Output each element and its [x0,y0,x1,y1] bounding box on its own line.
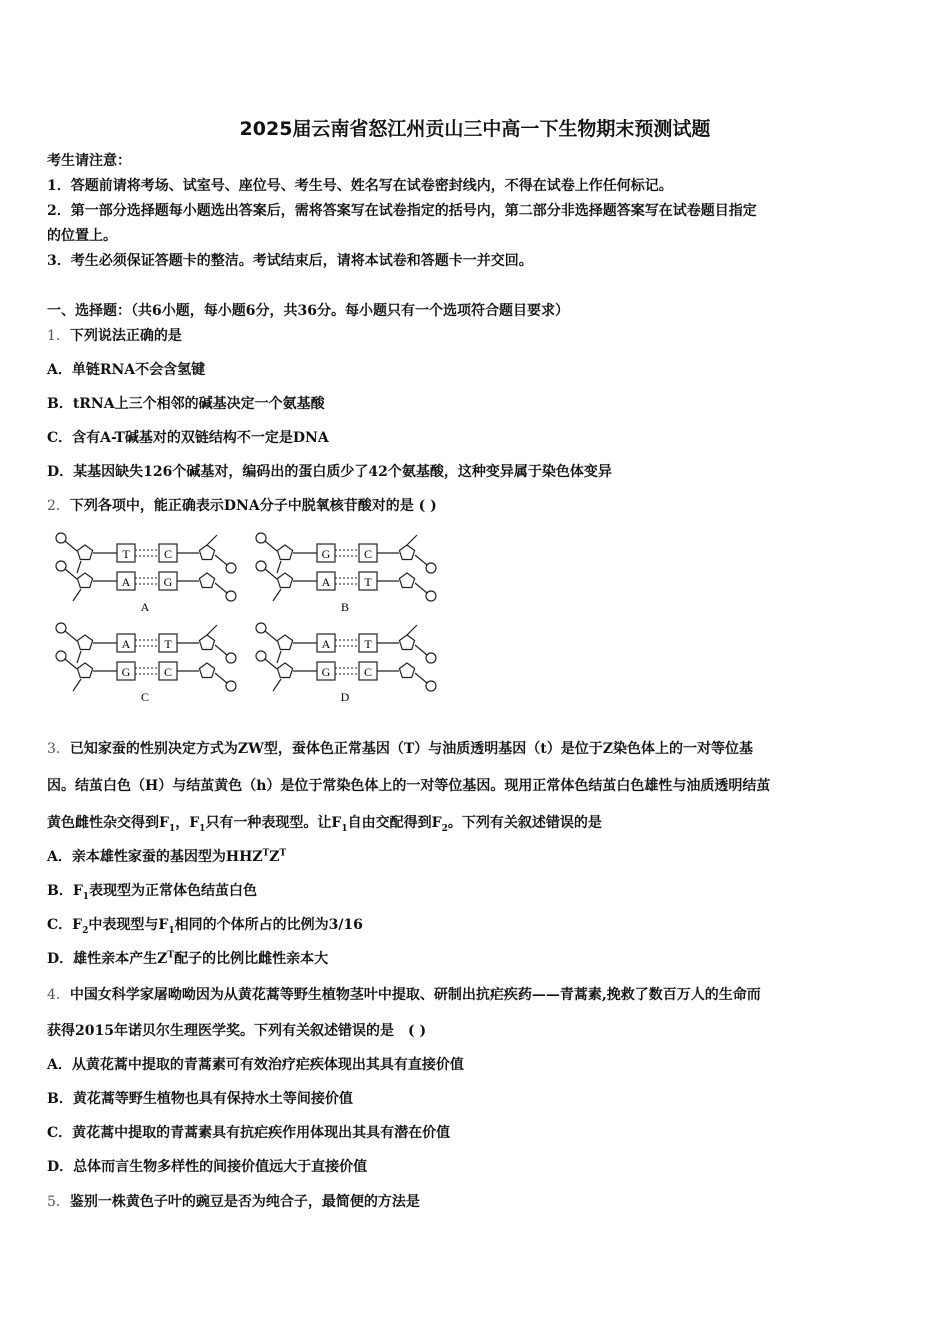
base-label: A [121,637,131,651]
base-label: A [321,637,331,651]
phosphate [226,591,236,601]
phosphate-bond [65,541,77,551]
phosphate-bond [415,583,427,593]
phosphate [256,561,266,571]
panel-label: A [140,600,150,614]
question-number: 5． [47,1194,70,1210]
deoxyribose [77,573,92,588]
dna-pair-diagram [47,525,439,705]
question-number: 4． [47,987,70,1003]
deoxyribose [277,573,292,588]
deoxyribose [399,663,414,678]
deoxyribose [77,545,92,560]
backbone-bond [77,561,81,573]
deoxyribose [399,635,414,650]
phosphate [426,681,436,691]
question-3-line-2: 因。结茧白色（H）与结茧黄色（h）是位于常染色体上的一对等位基因。现用正常体色结茧白色雄性与油质透明结茧 [47,778,771,794]
phosphate-bond [265,569,277,579]
phosphate-bond [415,645,427,655]
deoxyribose [199,635,214,650]
backbone-bond [207,535,217,545]
question-number: 2． [47,498,70,514]
phosphate-bond [265,659,277,669]
phosphate [256,533,266,543]
deoxyribose [399,545,414,560]
phosphate-bond [65,569,77,579]
base-label: A [321,575,331,589]
base-label: G [321,547,331,561]
q3-option-b[interactable]: B．$F_1$表现型为正常体色结茧白色 [47,883,258,902]
deoxyribose [77,663,92,678]
q1-option-b[interactable]: B．tRNA上三个相邻的碱基决定一个氨基酸 [47,396,325,412]
question-3-line-3: 黄色雌性杂交得到$F_1$，$F_1$只有一种表现型。让$F_1$自由交配得到$F_2$。下列有关叙述错误的是 [47,815,602,834]
phosphate-bond [215,555,227,565]
deoxyribose [199,663,214,678]
notice-item-1: 1．答题前请将考场、试室号、座位号、考生号、姓名写在试卷密封线内，不得在试卷上作任何标记。 [47,178,673,194]
phosphate [426,653,436,663]
exam-title: 2025届云南省怒江州贡山三中高一下生物期末预测试题 [239,118,711,140]
phosphate [226,653,236,663]
phosphate [56,561,66,571]
phosphate-bond [65,631,77,641]
phosphate [226,681,236,691]
phosphate-bond [65,659,77,669]
base-label: G [163,575,173,589]
base-label: C [363,665,373,679]
dna-panel-a [56,533,236,614]
base-label: T [122,547,130,561]
notice-item-2: 2．第一部分选择题每小题选出答案后，需将答案写在试卷指定的括号内，第二部分非选择题答案写在试卷题目指定 [47,203,757,219]
base-label: C [363,547,373,561]
phosphate [256,651,266,661]
deoxyribose [277,663,292,678]
base-label: C [163,665,173,679]
phosphate-bond [415,555,427,565]
backbone-bond [277,561,281,573]
phosphate-bond [415,673,427,683]
phosphate [56,651,66,661]
q4-option-c[interactable]: C．黄花蒿中提取的青蒿素具有抗疟疾作用体现出其具有潜在价值 [47,1125,451,1141]
question-2-stem: 2．下列各项中，能正确表示DNA分子中脱氧核苷酸对的是 ( ) [47,498,437,514]
dna-panel-b [256,533,436,614]
backbone-bond [273,589,281,601]
notice-item-2-cont: 的位置上。 [47,228,117,244]
base-label: T [364,575,372,589]
question-1-stem: 1．下列说法正确的是 [47,328,182,344]
q4-option-d[interactable]: D．总体而言生物多样性的间接价值远大于直接价值 [47,1159,368,1175]
deoxyribose [277,635,292,650]
q3-option-a[interactable]: A．亲本雄性家蚕的基因型为$HHZ^TZ^T$ [47,848,287,865]
base-label: C [163,547,173,561]
question-4-line-1: 4．中国女科学家屠呦呦因为从黄花蒿等野生植物茎叶中提取、研制出抗疟疾药——青蒿素,挽救了数百万人的生命而 [47,987,761,1003]
phosphate [56,533,66,543]
backbone-bond [407,535,417,545]
notice-item-3: 3．考生必须保证答题卡的整洁。考试结束后，请将本试卷和答题卡一并交回。 [47,253,533,269]
backbone-bond [73,679,81,691]
q1-option-d[interactable]: D．某基因缺失126个碱基对，编码出的蛋白质少了42个氨基酸，这种变异属于染色体变异 [47,464,612,480]
deoxyribose [277,545,292,560]
question-number: 1． [47,328,70,344]
base-label: T [364,637,372,651]
panel-label: C [140,690,150,704]
backbone-bond [77,651,81,663]
q4-option-b[interactable]: B．黄花蒿等野生植物也具有保持水土等间接价值 [47,1091,353,1107]
dna-panel-c [56,623,236,704]
base-label: A [121,575,131,589]
backbone-bond [73,589,81,601]
deoxyribose [77,635,92,650]
q3-option-c[interactable]: C．$F_2$中表现型与$F_1$相同的个体所占的比例为3/16 [47,917,363,936]
question-5-stem: 5．鉴别一株黄色子叶的豌豆是否为纯合子，最简便的方法是 [47,1194,420,1210]
deoxyribose [399,573,414,588]
phosphate [226,563,236,573]
dna-pair-figure [47,525,439,705]
phosphate-bond [215,583,227,593]
base-label: G [321,665,331,679]
dna-panel-d [256,623,436,704]
q1-option-a[interactable]: A．单链RNA不会含氢键 [47,362,206,378]
q3-option-d[interactable]: D．雄性亲本产生$Z^T$配子的比例比雌性亲本大 [47,950,329,967]
backbone-bond [277,651,281,663]
deoxyribose [199,573,214,588]
phosphate-bond [215,673,227,683]
base-label: G [121,665,131,679]
question-3-line-1: 3．已知家蚕的性别决定方式为ZW型，蚕体色正常基因（T）与油质透明基因（t）是位于Z染色体上的一对等位基 [47,741,753,757]
section-heading: 一、选择题：（共6小题，每小题6分，共36分。每小题只有一个选项符合题目要求） [47,303,569,319]
panel-label: D [340,690,350,704]
phosphate [56,623,66,633]
panel-label: B [340,600,350,614]
phosphate-bond [265,541,277,551]
q4-option-a[interactable]: A．从黄花蒿中提取的青蒿素可有效治疗疟疾体现出其具有直接价值 [47,1057,464,1073]
base-label: T [164,637,172,651]
phosphate-bond [265,631,277,641]
phosphate-bond [215,645,227,655]
phosphate [426,563,436,573]
backbone-bond [407,625,417,635]
backbone-bond [273,679,281,691]
deoxyribose [199,545,214,560]
phosphate [256,623,266,633]
question-4-line-2: 获得2015年诺贝尔生理医学奖。下列有关叙述错误的是 ( ) [47,1023,427,1039]
backbone-bond [207,625,217,635]
notice-heading: 考生请注意： [47,153,131,169]
phosphate [426,591,436,601]
q1-option-c[interactable]: C．含有A-T碱基对的双链结构不一定是DNA [47,430,329,446]
question-number: 3． [47,741,70,757]
